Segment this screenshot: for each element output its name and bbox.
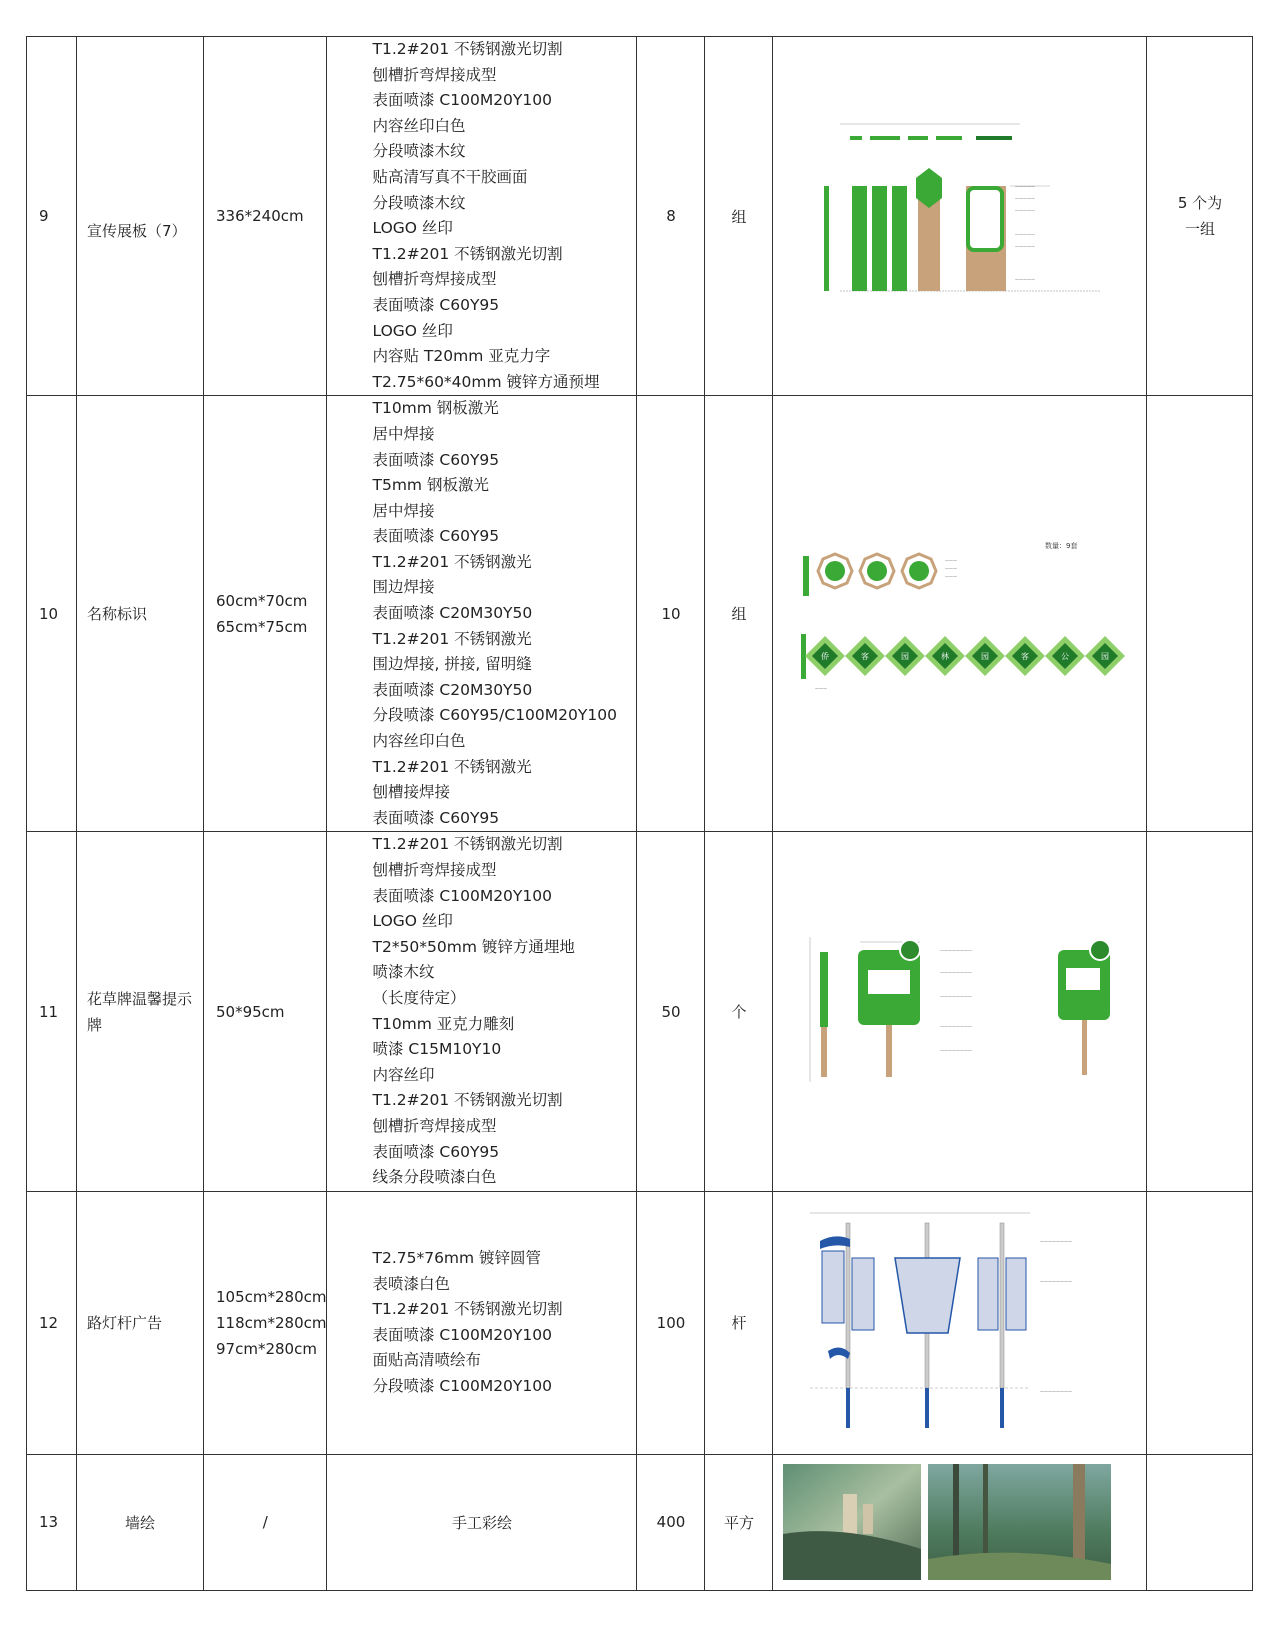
item-size: 336*240cm xyxy=(204,37,327,396)
publicity-panel-drawing xyxy=(773,37,1147,396)
row-number: 9 xyxy=(27,37,77,396)
item-description: 手工彩绘 xyxy=(327,1454,637,1590)
item-note xyxy=(1147,832,1253,1191)
item-description: T1.2#201 不锈钢激光切割 刨槽折弯焊接成型 表面喷漆 C100M20Y100 内容丝印白色 分段喷漆木纹 贴高清写真不干胶画面 分段喷漆木纹 LOGO 丝印 T1.2#201 不锈钢激光切割 刨槽折弯焊接成型 表面喷漆 C60Y95 LOGO 丝印 内容贴 T20mm 亚克力字 T2.75*60*40mm 镀锌方通预埋 xyxy=(327,37,637,396)
diamond-sign xyxy=(925,636,965,676)
svg-text:————————: ———————— xyxy=(1039,1388,1072,1394)
svg-text:————————: ———————— xyxy=(939,1047,972,1053)
diamond-sign xyxy=(805,636,845,676)
item-size: / xyxy=(204,1454,327,1590)
name-sign-drawing xyxy=(773,396,1147,832)
diamond-sign xyxy=(885,636,925,676)
diamond-letter: 侨 xyxy=(820,651,829,661)
svg-text:————————: ———————— xyxy=(1039,1278,1072,1284)
item-unit: 平方 xyxy=(705,1454,773,1590)
row-number: 13 xyxy=(27,1454,77,1590)
item-quantity: 400 xyxy=(637,1454,705,1590)
item-size: 60cm*70cm 65cm*75cm xyxy=(204,396,327,832)
lamp-pole-banner-drawing xyxy=(773,1191,1147,1454)
diamond-sign xyxy=(965,636,1005,676)
svg-text:————————: ———————— xyxy=(939,969,972,975)
diamond-letter: 园 xyxy=(1100,651,1109,661)
svg-text:—————: ————— xyxy=(1014,244,1035,250)
item-size: 105cm*280cm 118cm*280cm 97cm*280cm xyxy=(204,1191,327,1454)
item-description: T2.75*76mm 镀锌圆管 表喷漆白色 T1.2#201 不锈钢激光切割 表面喷漆 C100M20Y100 面贴高清喷绘布 分段喷漆 C100M20Y100 xyxy=(327,1191,637,1454)
wall-painting-photos xyxy=(773,1454,1147,1590)
svg-text:————————: ———————— xyxy=(939,1023,972,1029)
svg-text:———: ——— xyxy=(944,565,957,571)
table-row xyxy=(27,37,1253,396)
diamond-letter: 客 xyxy=(860,651,869,661)
diamond-sign xyxy=(1085,636,1125,676)
item-quantity: 10 xyxy=(637,396,705,832)
item-name: 路灯杆广告 xyxy=(77,1191,204,1454)
svg-text:—————: ————— xyxy=(1014,184,1035,190)
quantity-label: 数量：9套 xyxy=(1044,541,1078,550)
diamond-sign xyxy=(845,636,885,676)
table-row xyxy=(27,1191,1253,1454)
svg-text:————————: ———————— xyxy=(939,993,972,999)
item-note: 5 个为 一组 xyxy=(1147,37,1253,396)
diamond-letter: 林 xyxy=(940,651,949,661)
item-unit: 杆 xyxy=(705,1191,773,1454)
svg-text:———: ——— xyxy=(944,557,957,563)
svg-text:———: ——— xyxy=(944,573,957,579)
diamond-letter: 园 xyxy=(900,651,909,661)
item-description: T1.2#201 不锈钢激光切割 刨槽折弯焊接成型 表面喷漆 C100M20Y100 LOGO 丝印 T2*50*50mm 镀锌方通埋地 喷漆木纹 （长度待定） T10mm 亚克力雕刻 喷漆 C15M10Y10 内容丝印 T1.2#201 不锈钢激光切割 刨槽折弯焊接成型 表面喷漆 C60Y95 线条分段喷漆白色 xyxy=(327,832,637,1191)
item-name: 名称标识 xyxy=(77,396,204,832)
item-quantity: 100 xyxy=(637,1191,705,1454)
svg-text:—————: ————— xyxy=(1014,232,1035,238)
item-quantity: 50 xyxy=(637,832,705,1191)
item-note xyxy=(1147,396,1253,832)
svg-text:—————: ————— xyxy=(1014,208,1035,214)
row-number: 11 xyxy=(27,832,77,1191)
diamond-sign-row xyxy=(805,636,1125,676)
item-quantity: 8 xyxy=(637,37,705,396)
diamond-sign xyxy=(1005,636,1045,676)
table-row xyxy=(27,396,1253,832)
flower-sign-drawing xyxy=(773,832,1147,1191)
item-name: 花草牌温馨提示牌 xyxy=(77,832,204,1191)
item-name: 墙绘 xyxy=(77,1454,204,1590)
diamond-letter: 公 xyxy=(1060,651,1069,661)
diamond-letter: 客 xyxy=(1020,651,1029,661)
item-description: T10mm 钢板激光 居中焊接 表面喷漆 C60Y95 T5mm 钢板激光 居中焊接 表面喷漆 C60Y95 T1.2#201 不锈钢激光 围边焊接 表面喷漆 C20M30Y50 T1.2#201 不锈钢激光 围边焊接, 拼接, 留明缝 表面喷漆 C20M30Y50 分段喷漆 C60Y95/C100M20Y100 内容丝印白色 T1.2#201 不锈钢激光 刨槽接焊接 表面喷漆 C60Y95 xyxy=(327,396,637,832)
item-unit: 组 xyxy=(705,396,773,832)
svg-text:———: ——— xyxy=(814,685,827,691)
item-size: 50*95cm xyxy=(204,832,327,1191)
diamond-letter: 园 xyxy=(980,651,989,661)
item-note xyxy=(1147,1454,1253,1590)
item-name: 宣传展板（7） xyxy=(77,37,204,396)
table-row xyxy=(27,832,1253,1191)
row-number: 12 xyxy=(27,1191,77,1454)
row-number: 10 xyxy=(27,396,77,832)
item-unit: 个 xyxy=(705,832,773,1191)
diamond-sign xyxy=(1045,636,1085,676)
item-unit: 组 xyxy=(705,37,773,396)
item-note xyxy=(1147,1191,1253,1454)
spec-table xyxy=(26,36,1253,1591)
table-row xyxy=(27,1454,1253,1590)
svg-text:—————: ————— xyxy=(1014,196,1035,202)
svg-text:—————: ————— xyxy=(1014,277,1035,283)
svg-text:————————: ———————— xyxy=(1039,1238,1072,1244)
svg-text:————————: ———————— xyxy=(939,947,972,953)
